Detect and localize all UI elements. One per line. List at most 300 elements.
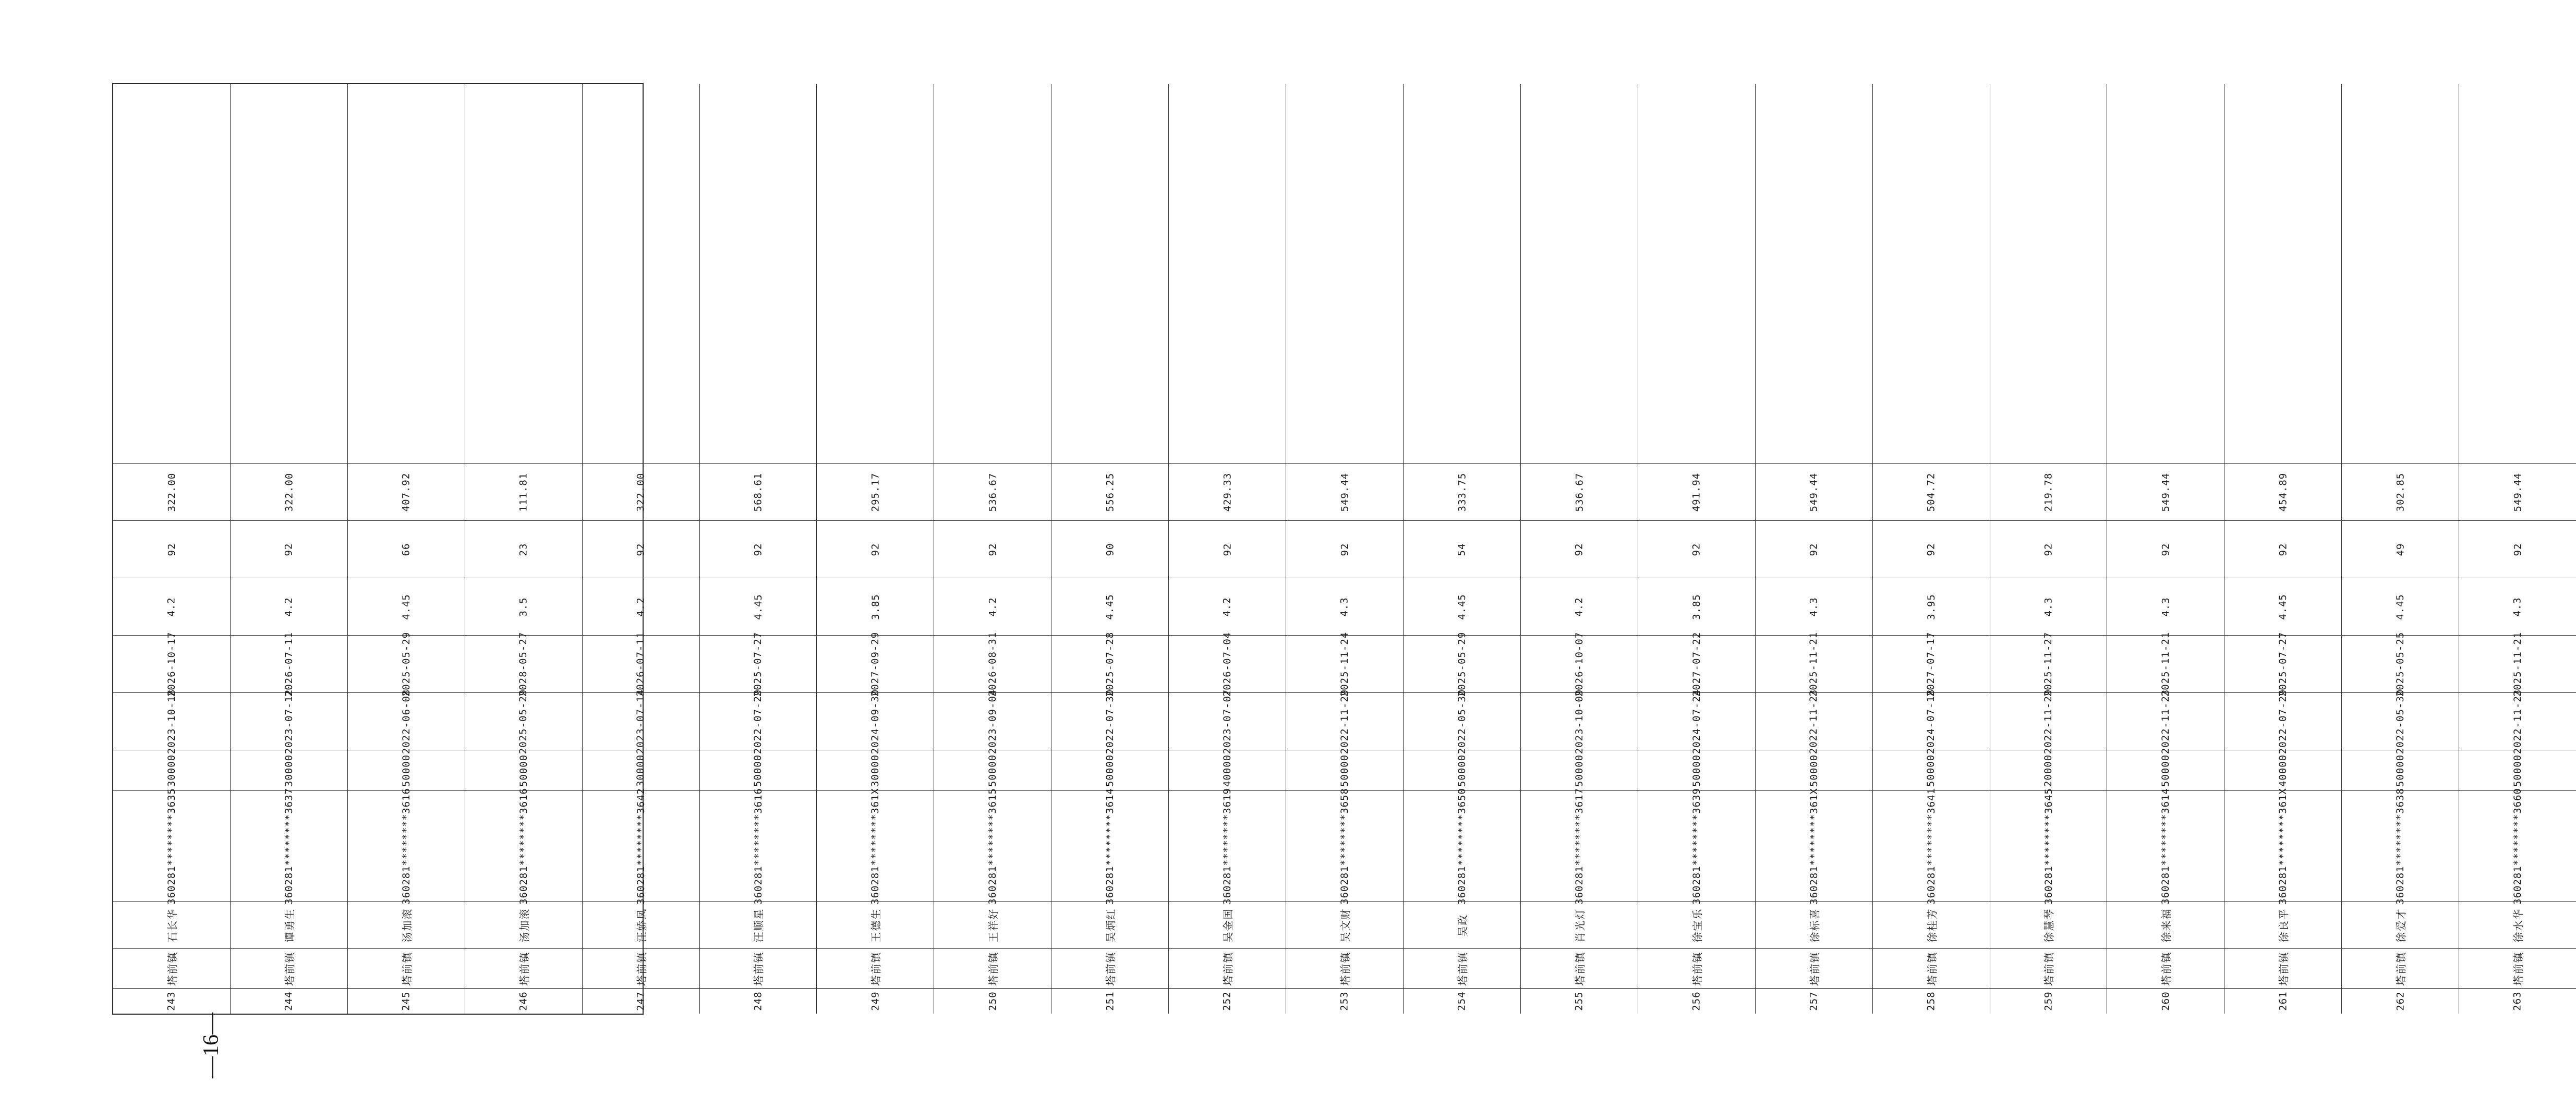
town: 塔前镇 xyxy=(2042,951,2055,986)
id-number: 360281********361X xyxy=(2277,787,2289,905)
id-number-cell xyxy=(934,787,1051,905)
loan-amount-cell xyxy=(583,750,699,790)
end-date-cell xyxy=(1404,631,1520,697)
id-number: 360281********3616 xyxy=(517,787,529,905)
town-cell xyxy=(1756,948,1872,988)
id-number: 360281********3642 xyxy=(635,787,647,905)
start-date-cell xyxy=(1051,689,1168,754)
id-number: 360281********3615 xyxy=(987,787,999,905)
table-row xyxy=(1404,84,1521,1014)
town-cell xyxy=(700,948,817,988)
loan-amount-cell xyxy=(2107,750,2224,790)
loan-amount: 40000 xyxy=(1222,754,1233,787)
subsidy-amount: 295.17 xyxy=(869,472,881,512)
days-cell xyxy=(1990,520,2107,578)
subsidy-amount-cell xyxy=(1521,463,1638,520)
id-number: 360281********3639 xyxy=(1690,787,1702,905)
id-number-cell xyxy=(1521,787,1638,905)
interest-rate: 4.3 xyxy=(2042,596,2054,617)
days: 92 xyxy=(869,543,881,556)
interest-rate: 3.85 xyxy=(1690,593,1702,620)
town-cell xyxy=(465,948,582,988)
name-cell xyxy=(1756,901,1872,948)
row-number-cell xyxy=(1051,988,1168,1014)
town: 塔前镇 xyxy=(283,951,296,986)
table-row xyxy=(2107,84,2224,1014)
row-number-cell xyxy=(2459,988,2576,1014)
id-number-cell xyxy=(1873,787,1990,905)
end-date: 2028-05-27 xyxy=(517,631,529,697)
name: 吴炳红 xyxy=(1104,908,1117,942)
town-cell xyxy=(2224,948,2341,988)
town: 塔前镇 xyxy=(987,951,1000,986)
end-date-cell xyxy=(1638,631,1755,697)
row-number: 245 xyxy=(400,991,412,1011)
subsidy-amount-cell xyxy=(1756,463,1872,520)
interest-rate: 4.3 xyxy=(2160,596,2172,617)
subsidy-amount: 454.89 xyxy=(2277,472,2289,512)
interest-rate-cell xyxy=(2459,578,2576,635)
row-number: 256 xyxy=(1690,991,1702,1011)
subsidy-amount: 549.44 xyxy=(2160,472,2172,512)
row-number-cell xyxy=(1286,988,1403,1014)
remarks-cell xyxy=(2224,84,2341,463)
remarks-cell xyxy=(1990,84,2107,463)
loan-amount: 50000 xyxy=(2160,754,2172,787)
interest-rate-cell xyxy=(2224,578,2341,635)
row-number-cell xyxy=(465,988,582,1014)
start-date-cell xyxy=(934,689,1051,754)
remarks-cell xyxy=(1638,84,1755,463)
id-number: 360281********3616 xyxy=(400,787,412,905)
start-date-cell xyxy=(113,689,230,754)
start-date-cell xyxy=(348,689,465,754)
interest-rate: 4.45 xyxy=(400,593,412,620)
end-date-cell xyxy=(113,631,230,697)
subsidy-amount-cell xyxy=(934,463,1051,520)
loan-amount-cell xyxy=(934,750,1051,790)
remarks-cell xyxy=(2107,84,2224,463)
end-date: 2026-07-11 xyxy=(635,631,647,697)
interest-rate-cell xyxy=(583,578,699,635)
end-date-cell xyxy=(817,631,934,697)
loan-amount: 50000 xyxy=(1573,754,1585,787)
remarks-cell xyxy=(231,84,347,463)
days-cell xyxy=(1873,520,1990,578)
row-number: 249 xyxy=(869,991,881,1011)
town: 塔前镇 xyxy=(401,951,414,986)
loan-amount: 50000 xyxy=(1339,754,1351,787)
town: 塔前镇 xyxy=(1808,951,1821,986)
days: 92 xyxy=(1925,543,1937,556)
end-date: 2026-10-07 xyxy=(1573,631,1585,697)
subsidy-amount-cell xyxy=(2342,463,2459,520)
days-cell xyxy=(1638,520,1755,578)
loan-amount: 50000 xyxy=(1104,754,1116,787)
interest-rate-cell xyxy=(934,578,1051,635)
name-cell xyxy=(1404,901,1520,948)
row-number: 260 xyxy=(2160,991,2172,1011)
town: 塔前镇 xyxy=(635,951,648,986)
name: 王祥好 xyxy=(987,908,1000,942)
loan-amount: 50000 xyxy=(2512,754,2524,787)
loan-amount: 30000 xyxy=(635,754,647,787)
table-row xyxy=(1169,84,1286,1014)
interest-rate: 4.2 xyxy=(1573,596,1585,617)
name: 徐良平 xyxy=(2277,908,2290,942)
name-cell xyxy=(2459,901,2576,948)
subsidy-amount-cell xyxy=(700,463,817,520)
name: 汪娇凤 xyxy=(635,908,648,942)
interest-rate: 4.45 xyxy=(2277,593,2289,620)
id-number-cell xyxy=(1638,787,1755,905)
row-number: 252 xyxy=(1222,991,1233,1011)
end-date: 2025-11-21 xyxy=(2512,631,2524,697)
interest-rate: 3.5 xyxy=(517,596,529,617)
town-cell xyxy=(1169,948,1286,988)
start-date-cell xyxy=(2459,689,2576,754)
interest-rate-cell xyxy=(348,578,465,635)
start-date-cell xyxy=(1990,689,2107,754)
row-number: 250 xyxy=(987,991,999,1011)
table-row xyxy=(465,84,583,1014)
row-number: 248 xyxy=(752,991,764,1011)
end-date-cell xyxy=(934,631,1051,697)
id-number: 360281********3614 xyxy=(1104,787,1116,905)
remarks-cell xyxy=(348,84,465,463)
days-cell xyxy=(583,520,699,578)
days: 92 xyxy=(2042,543,2054,556)
days: 92 xyxy=(1808,543,1820,556)
start-date: 2023-10-09 xyxy=(1573,689,1585,754)
loan-amount-cell xyxy=(1404,750,1520,790)
end-date-cell xyxy=(465,631,582,697)
row-number-cell xyxy=(113,988,230,1014)
table-row xyxy=(2224,84,2342,1014)
town: 塔前镇 xyxy=(1926,951,1939,986)
row-number-cell xyxy=(700,988,817,1014)
remarks-cell xyxy=(465,84,582,463)
loan-amount: 50000 xyxy=(1690,754,1702,787)
end-date: 2027-09-29 xyxy=(869,631,881,697)
start-date-cell xyxy=(817,689,934,754)
days-cell xyxy=(1404,520,1520,578)
interest-rate-cell xyxy=(465,578,582,635)
row-number-cell xyxy=(1990,988,2107,1014)
interest-rate: 3.95 xyxy=(1925,593,1937,620)
id-number-cell xyxy=(1286,787,1403,905)
days-cell xyxy=(2224,520,2341,578)
id-number-cell xyxy=(113,787,230,905)
name-cell xyxy=(1169,901,1286,948)
row-number: 251 xyxy=(1104,991,1116,1011)
start-date: 2022-05-30 xyxy=(2394,689,2406,754)
loan-amount: 50000 xyxy=(1808,754,1820,787)
start-date: 2022-11-23 xyxy=(2512,689,2524,754)
loan-amount-cell xyxy=(1990,750,2107,790)
end-date: 2025-05-29 xyxy=(400,631,412,697)
subsidy-amount-cell xyxy=(583,463,699,520)
interest-rate-cell xyxy=(1286,578,1403,635)
name-cell xyxy=(231,901,347,948)
town: 塔前镇 xyxy=(1104,951,1117,986)
town: 塔前镇 xyxy=(2160,951,2173,986)
loan-amount-cell xyxy=(1286,750,1403,790)
interest-rate-cell xyxy=(1169,578,1286,635)
id-number: 360281********3614 xyxy=(2160,787,2172,905)
subsidy-amount-cell xyxy=(2107,463,2224,520)
interest-rate-cell xyxy=(1638,578,1755,635)
end-date-cell xyxy=(1051,631,1168,697)
id-number: 360281********3635 xyxy=(165,787,177,905)
name: 吴政 xyxy=(1456,914,1469,936)
table-row xyxy=(1286,84,1404,1014)
name: 肖光灯 xyxy=(1574,908,1587,942)
start-date: 2023-07-07 xyxy=(1222,689,1233,754)
row-number: 253 xyxy=(1339,991,1351,1011)
end-date-cell xyxy=(2459,631,2576,697)
name: 石长华 xyxy=(166,908,179,942)
interest-rate-cell xyxy=(113,578,230,635)
remarks-cell xyxy=(1521,84,1638,463)
row-number-cell xyxy=(2342,988,2459,1014)
subsidy-amount: 536.67 xyxy=(987,472,999,512)
end-date: 2026-08-31 xyxy=(987,631,999,697)
table-row xyxy=(113,84,231,1014)
row-number: 243 xyxy=(165,991,177,1011)
town-cell xyxy=(1051,948,1168,988)
start-date-cell xyxy=(1286,689,1403,754)
end-date: 2027-07-22 xyxy=(1690,631,1702,697)
days: 92 xyxy=(1222,543,1233,556)
days-cell xyxy=(1169,520,1286,578)
remarks-cell xyxy=(817,84,934,463)
row-number-cell xyxy=(583,988,699,1014)
name: 徐来福 xyxy=(2160,908,2173,942)
id-number: 360281********361X xyxy=(869,787,881,905)
id-number: 360281********3641 xyxy=(1925,787,1937,905)
days-cell xyxy=(1051,520,1168,578)
start-date-cell xyxy=(1169,689,1286,754)
table-row xyxy=(1051,84,1169,1014)
start-date-cell xyxy=(465,689,582,754)
row-number: 254 xyxy=(1456,991,1468,1011)
days: 92 xyxy=(635,543,647,556)
interest-rate-cell xyxy=(1756,578,1872,635)
subsidy-amount: 302.85 xyxy=(2394,472,2406,512)
name-cell xyxy=(2107,901,2224,948)
row-number: 255 xyxy=(1573,991,1585,1011)
subsidy-amount-cell xyxy=(1638,463,1755,520)
table-row xyxy=(2459,84,2576,1014)
end-date-cell xyxy=(583,631,699,697)
town-cell xyxy=(1286,948,1403,988)
subsidy-amount: 322.00 xyxy=(283,472,295,512)
start-date: 2022-06-08 xyxy=(400,689,412,754)
start-date: 2025-05-29 xyxy=(517,689,529,754)
interest-rate: 4.45 xyxy=(752,593,764,620)
loan-amount: 50000 xyxy=(2394,754,2406,787)
interest-rate: 3.85 xyxy=(869,593,881,620)
row-number-cell xyxy=(1873,988,1990,1014)
name: 徐标喜 xyxy=(1808,908,1821,942)
table-row xyxy=(1756,84,1873,1014)
name-cell xyxy=(1873,901,1990,948)
start-date-cell xyxy=(1756,689,1872,754)
start-date-cell xyxy=(2107,689,2224,754)
town: 塔前镇 xyxy=(2394,951,2408,986)
start-date: 2022-05-30 xyxy=(1456,689,1468,754)
name: 吴文财 xyxy=(1339,908,1352,942)
start-date: 2023-09-04 xyxy=(987,689,999,754)
name: 徐慧琴 xyxy=(2042,908,2055,942)
start-date: 2023-07-14 xyxy=(635,689,647,754)
end-date: 2026-10-17 xyxy=(165,631,177,697)
start-date: 2023-10-18 xyxy=(165,689,177,754)
end-date: 2025-11-27 xyxy=(2042,631,2054,697)
row-number: 263 xyxy=(2512,991,2524,1011)
id-number: 360281********3658 xyxy=(1339,787,1351,905)
name: 汤加滚 xyxy=(518,908,531,942)
town-cell xyxy=(2107,948,2224,988)
loan-amount: 50000 xyxy=(752,754,764,787)
subsidy-amount: 549.44 xyxy=(2512,472,2524,512)
loan-amount: 20000 xyxy=(2042,754,2054,787)
town: 塔前镇 xyxy=(869,951,882,986)
town: 塔前镇 xyxy=(1456,951,1469,986)
days-cell xyxy=(113,520,230,578)
town: 塔前镇 xyxy=(166,951,179,986)
name: 徐桂芳 xyxy=(1926,908,1939,942)
town-cell xyxy=(1873,948,1990,988)
id-number-cell xyxy=(583,787,699,905)
subsidy-amount: 491.94 xyxy=(1690,472,1702,512)
id-number: 360281********3638 xyxy=(2394,787,2406,905)
remarks-cell xyxy=(934,84,1051,463)
id-number-cell xyxy=(700,787,817,905)
name-cell xyxy=(1521,901,1638,948)
row-number-cell xyxy=(1404,988,1520,1014)
name: 汤加滚 xyxy=(401,908,414,942)
end-date-cell xyxy=(1286,631,1403,697)
days-cell xyxy=(2342,520,2459,578)
loan-amount-cell xyxy=(2224,750,2341,790)
name-cell xyxy=(583,901,699,948)
interest-rate-cell xyxy=(1051,578,1168,635)
name-cell xyxy=(1286,901,1403,948)
days-cell xyxy=(348,520,465,578)
loan-amount-cell xyxy=(1051,750,1168,790)
days-cell xyxy=(2459,520,2576,578)
row-number: 262 xyxy=(2394,991,2406,1011)
days-cell xyxy=(1286,520,1403,578)
subsidy-amount-cell xyxy=(1286,463,1403,520)
end-date-cell xyxy=(231,631,347,697)
row-number-cell xyxy=(231,988,347,1014)
interest-rate: 4.2 xyxy=(635,596,647,617)
town: 塔前镇 xyxy=(1222,951,1235,986)
subsidy-amount: 568.61 xyxy=(752,472,764,512)
subsidy-amount-cell xyxy=(231,463,347,520)
town-cell xyxy=(1990,948,2107,988)
end-date: 2027-07-17 xyxy=(1925,631,1937,697)
end-date: 2025-11-24 xyxy=(1339,631,1351,697)
id-number: 360281********3660 xyxy=(2512,787,2524,905)
days: 92 xyxy=(1573,543,1585,556)
end-date: 2025-07-28 xyxy=(1104,631,1116,697)
days: 92 xyxy=(1339,543,1351,556)
days-cell xyxy=(1521,520,1638,578)
remarks-cell xyxy=(583,84,699,463)
loan-amount: 50000 xyxy=(1925,754,1937,787)
start-date: 2022-11-23 xyxy=(2160,689,2172,754)
subsidy-amount-cell xyxy=(1990,463,2107,520)
interest-rate-cell xyxy=(1873,578,1990,635)
town-cell xyxy=(1404,948,1520,988)
subsidy-amount-cell xyxy=(1051,463,1168,520)
loan-amount-cell xyxy=(113,750,230,790)
loan-amount: 50000 xyxy=(400,754,412,787)
end-date: 2026-07-11 xyxy=(283,631,295,697)
end-date-cell xyxy=(1169,631,1286,697)
name: 徐爱才 xyxy=(2394,908,2408,942)
name: 徐水华 xyxy=(2512,908,2525,942)
interest-rate: 4.45 xyxy=(1456,593,1468,620)
name: 王德生 xyxy=(869,908,882,942)
id-number-cell xyxy=(2224,787,2341,905)
end-date-cell xyxy=(2224,631,2341,697)
interest-rate: 4.45 xyxy=(1104,593,1116,620)
end-date: 2025-11-21 xyxy=(2160,631,2172,697)
remarks-cell xyxy=(1286,84,1403,463)
name-cell xyxy=(113,901,230,948)
remarks-cell xyxy=(2459,84,2576,463)
days: 90 xyxy=(1104,543,1116,556)
table-row xyxy=(348,84,465,1014)
table-row xyxy=(934,84,1051,1014)
id-number: 360281********361X xyxy=(1808,787,1820,905)
town: 塔前镇 xyxy=(1339,951,1352,986)
subsidy-amount-cell xyxy=(1169,463,1286,520)
start-date-cell xyxy=(2224,689,2341,754)
interest-rate-cell xyxy=(1521,578,1638,635)
interest-rate: 4.2 xyxy=(1222,596,1233,617)
days-cell xyxy=(1756,520,1872,578)
loan-amount: 30000 xyxy=(283,754,295,787)
interest-rate-cell xyxy=(2107,578,2224,635)
end-date: 2025-05-29 xyxy=(1456,631,1468,697)
loan-amount: 50000 xyxy=(1456,754,1468,787)
id-number: 360281********3617 xyxy=(1573,787,1585,905)
subsidy-amount: 536.67 xyxy=(1573,472,1585,512)
row-number-cell xyxy=(1756,988,1872,1014)
interest-rate: 4.3 xyxy=(1339,596,1351,617)
days: 92 xyxy=(165,543,177,556)
remarks-cell xyxy=(1169,84,1286,463)
id-number-cell xyxy=(231,787,347,905)
loan-amount-cell xyxy=(817,750,934,790)
end-date: 2026-07-04 xyxy=(1222,631,1233,697)
id-number: 360281********3645 xyxy=(2042,787,2054,905)
row-number: 259 xyxy=(2042,991,2054,1011)
loan-amount-cell xyxy=(465,750,582,790)
remarks-cell xyxy=(1051,84,1168,463)
start-date-cell xyxy=(1404,689,1520,754)
table-row xyxy=(1990,84,2108,1014)
loan-amount: 50000 xyxy=(987,754,999,787)
interest-rate-cell xyxy=(700,578,817,635)
subsidy-amount: 504.72 xyxy=(1925,472,1937,512)
